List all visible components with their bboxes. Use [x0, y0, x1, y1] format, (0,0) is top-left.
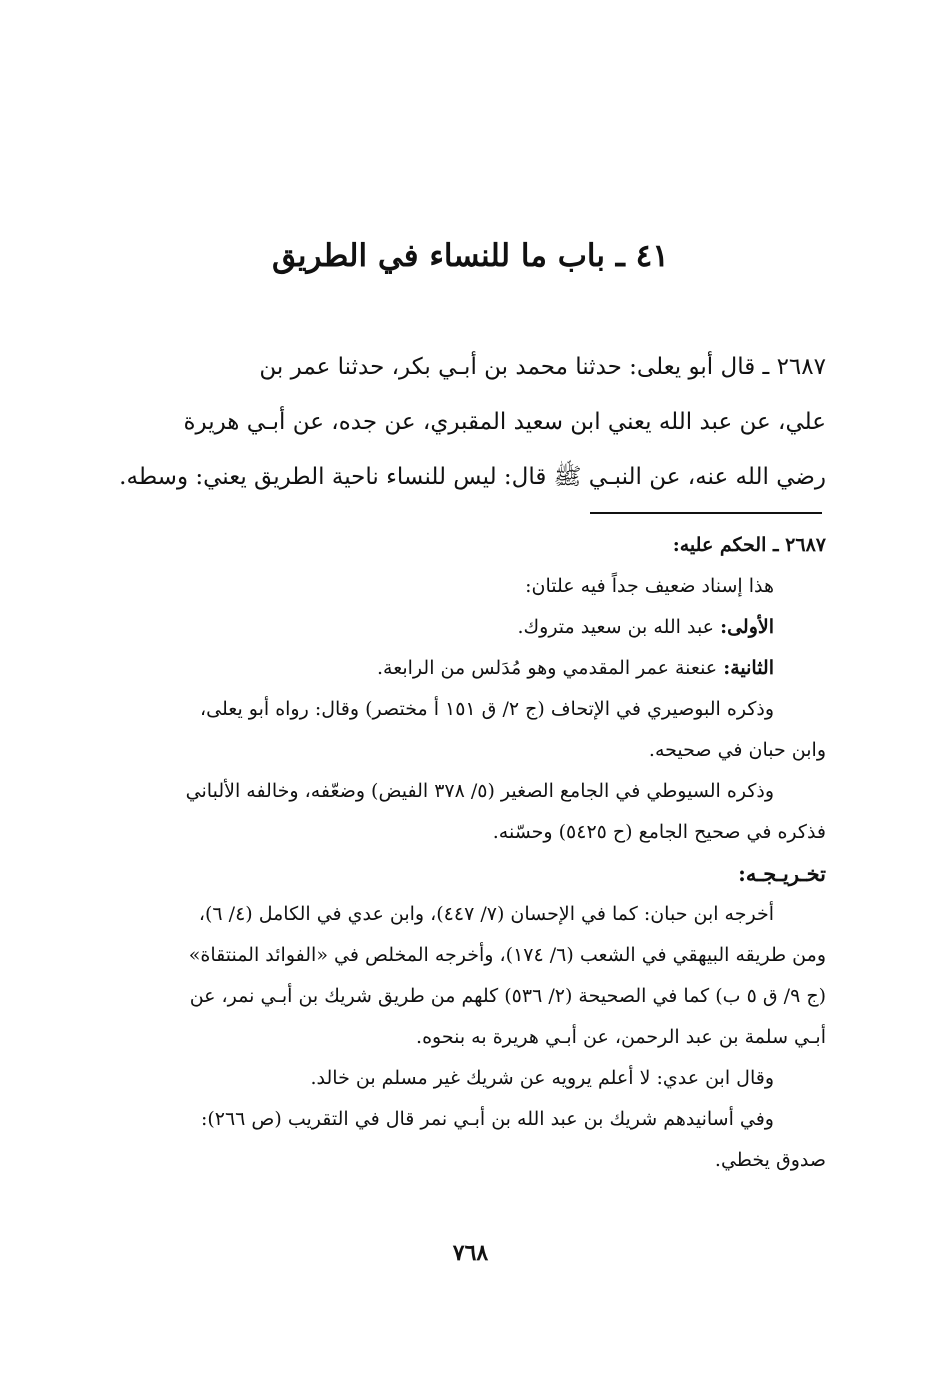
second-defect-label: الثانية: — [723, 657, 774, 679]
second-defect-text: عنعنة عمر المقدمي وهو مُدَلس من الرابعة. — [376, 657, 724, 679]
takhrij-line: (ج ٩/ ق ٥ ب) كما في الصحيحة (٢/ ٥٣٦) كلهم من طريق شريك بن أبـي نمر، عن — [189, 985, 826, 1007]
hadith-text — [96, 340, 826, 505]
commentary — [96, 525, 826, 1181]
busiri-line: وذكره البوصيري في الإتحاف (ج ٢/ ق ١٥١ أ مختصر) وقال: رواه أبو يعلى، — [200, 698, 774, 720]
ibn-adi-note: وقال ابن عدي: لا أعلم يرويه عن شريك غير مسلم بن خالد. — [310, 1067, 774, 1089]
ruling-second-defect — [96, 648, 826, 689]
narrator-note: وفي أسانيدهم شريك بن عبد الله بن أبـي نمر قال في التقريب (ص ٢٦٦): — [200, 1108, 774, 1130]
hadith-line: ٢٦٨٧ ـ قال أبو يعلى: حدثنا محمد بن أبـي بكر، حدثنا عمر بن — [259, 354, 826, 380]
takhrij-heading: تخـريـجـه: — [738, 861, 826, 886]
ruling-intro: هذا إسناد ضعيف جداً فيه علتان: — [525, 575, 774, 597]
busiri-line: وابن حبان في صحيحه. — [648, 739, 826, 761]
ruling-heading: ٢٦٨٧ ـ الحكم عليه: — [672, 534, 826, 556]
takhrij-line: أخرجه ابن حبان: كما في الإحسان (٧/ ٤٤٧)، وابن عدي في الكامل (٤/ ٦)، — [198, 903, 774, 925]
page-number: ٧٦٨ — [452, 1240, 489, 1266]
hadith-line: علي، عن عبد الله يعني ابن سعيد المقبري، عن جده، عن أبـي هريرة — [183, 409, 826, 435]
footnote-divider — [590, 512, 822, 514]
suyuti-line: فذكره في صحيح الجامع (ح ٥٤٢٥) وحسّنه. — [492, 821, 826, 843]
takhrij-line: ومن طريقه البيهقي في الشعب (٦/ ١٧٤)، وأخرجه المخلص في «الفوائد المنتقاة» — [188, 944, 826, 966]
first-defect-text: عبد الله بن سعيد متروك. — [517, 616, 721, 638]
hadith-line: رضي الله عنه، عن النبـي ﷺ قال: ليس للنساء ناحية الطريق يعني: وسطه. — [119, 464, 826, 490]
narrator-note: صدوق يخطي. — [714, 1149, 826, 1171]
ruling-first-defect — [96, 607, 826, 648]
suyuti-line: وذكره السيوطي في الجامع الصغير (٥/ ٣٧٨ الفيض) وضعّفه، وخالفه الألباني — [185, 780, 774, 802]
chapter-title: ٤١ ـ باب ما للنساء في الطريق — [272, 238, 669, 274]
first-defect-label: الأولى: — [720, 616, 774, 638]
takhrij-line: أبـي سلمة بن عبد الرحمن، عن أبـي هريرة به بنحوه. — [416, 1026, 826, 1048]
